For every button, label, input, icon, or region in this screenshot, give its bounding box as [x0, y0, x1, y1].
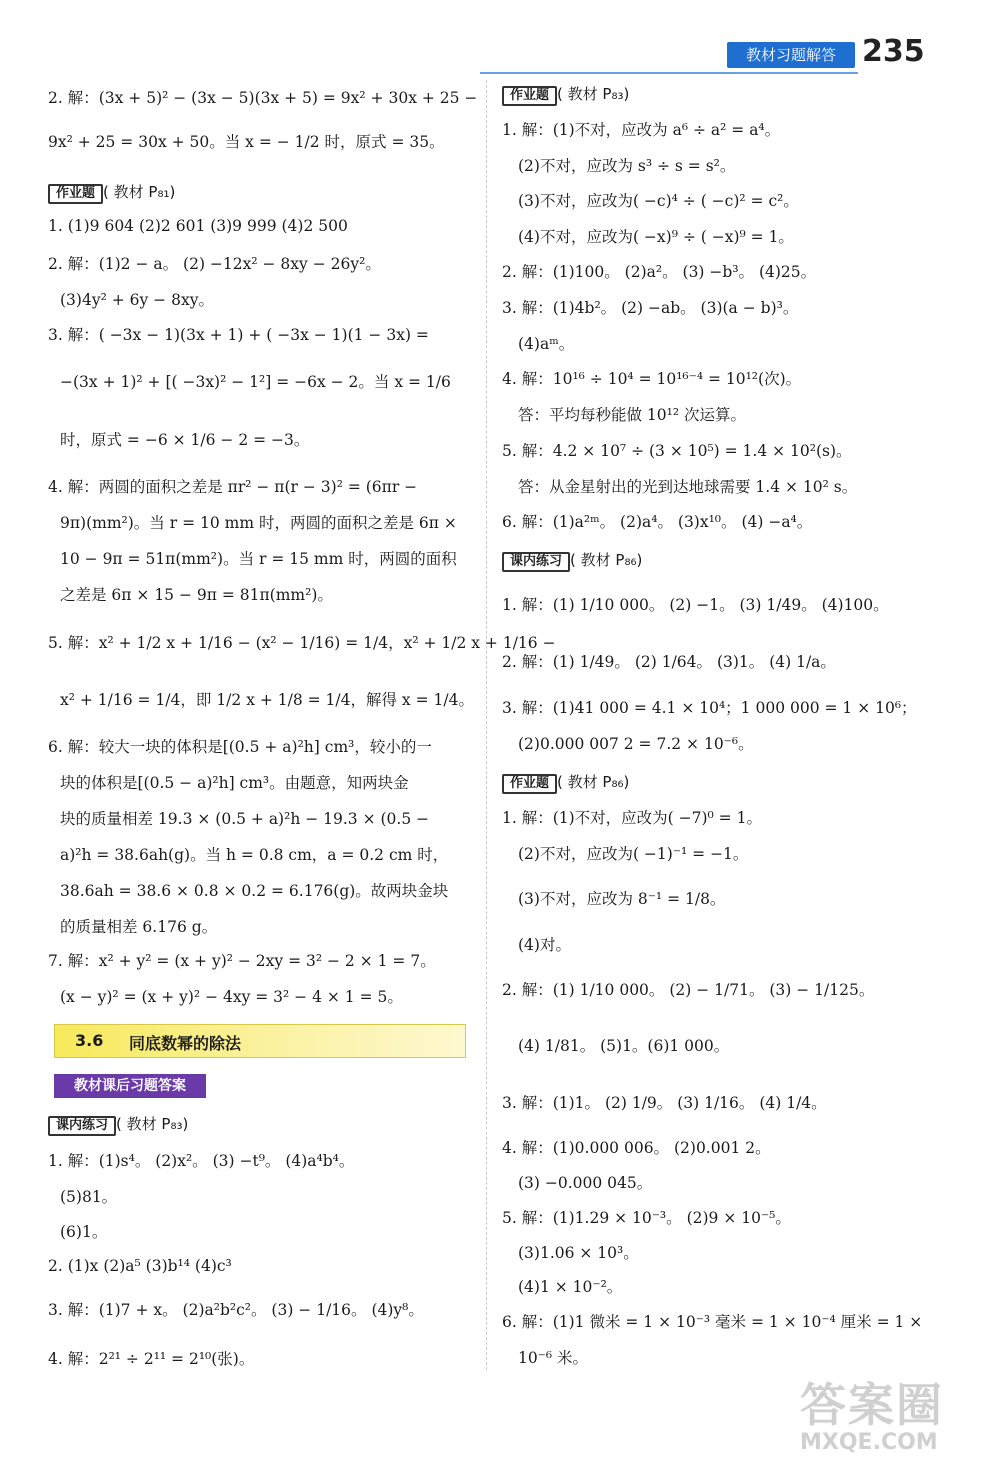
- textbook-page-ref: ( 教材 P₈₆): [570, 551, 643, 569]
- page-number: 235: [862, 34, 925, 69]
- section-number: 3.6: [75, 1031, 104, 1050]
- answer-line: 块的质量相差 19.3 × (0.5 + a)²h − 19.3 × (0.5 −: [60, 810, 430, 828]
- answer-line: a)²h = 38.6ah(g)。当 h = 0.8 cm，a = 0.2 cm 时，: [60, 846, 449, 864]
- answer-line: 10⁻⁶ 米。: [518, 1349, 589, 1367]
- column-divider: [486, 80, 488, 1370]
- answer-line: (2)不对，应改为( −1)⁻¹ = −1。: [518, 845, 749, 863]
- answer-line: (3)不对，应改为( −c)⁴ ÷ ( −c)² = c²。: [518, 192, 799, 210]
- answer-line: 3. 解：(1)1。 (2) 1/9。 (3) 1/16。 (4) 1/4。: [502, 1094, 827, 1112]
- section-title: 同底数幂的除法: [129, 1034, 242, 1053]
- answer-line: 4. 解：10¹⁶ ÷ 10⁴ = 10¹⁶⁻⁴ = 10¹²(次)。: [502, 370, 802, 388]
- answer-line: (4)不对，应改为( −x)⁹ ÷ ( −x)⁹ = 1。: [518, 228, 794, 246]
- watermark: [800, 1380, 990, 1460]
- answer-line: (4) 1/81。 (5)1。(6)1 000。: [518, 1037, 730, 1055]
- answer-line: (4)对。: [518, 936, 571, 954]
- answer-line: 9x² + 25 = 30x + 50。当 x = − 1/2 时，原式 = 35。: [48, 133, 445, 151]
- answer-line: 3. 解：(1)7 + x。 (2)a²b²c²。 (3) − 1/16。 (4)y⁸。: [48, 1301, 424, 1319]
- header-rule: [480, 72, 858, 74]
- answer-line: 5. 解：4.2 × 10⁷ ÷ (3 × 10⁵) = 1.4 × 10²(s)。: [502, 442, 852, 460]
- answer-line: 6. 解：(1)1 微米 = 1 × 10⁻³ 毫米 = 1 × 10⁻⁴ 厘米 = 1 ×: [502, 1313, 923, 1331]
- answer-line: 4. 解：(1)0.000 006。 (2)0.001 2。: [502, 1139, 771, 1157]
- answer-line: (x − y)² = (x + y)² − 4xy = 3² − 4 × 1 = 5。: [60, 988, 403, 1006]
- answer-line: (4)1 × 10⁻²。: [518, 1278, 623, 1296]
- exercise-type-tag: 作业题: [502, 774, 557, 794]
- exercise-heading: [502, 84, 629, 106]
- header-section-tag: 教材习题解答: [727, 42, 855, 68]
- answer-line: 答：平均每秒能做 10¹² 次运算。: [518, 406, 747, 424]
- exercise-heading: [502, 550, 642, 572]
- textbook-page-ref: ( 教材 P₈₁): [103, 183, 176, 201]
- answer-line: (3)4y² + 6y − 8xy。: [60, 291, 214, 309]
- answer-line: 2. 解：(3x + 5)² − (3x − 5)(3x + 5) = 9x² + 30x + 25 −: [48, 89, 478, 107]
- answer-line: 6. 解：较大一块的体积是[(0.5 + a)²h] cm³，较小的一: [48, 738, 432, 756]
- exercise-type-tag: 课内练习: [502, 552, 570, 572]
- exercise-type-tag: 课内练习: [48, 1116, 116, 1136]
- exercise-heading: [502, 772, 629, 794]
- answer-line: (3) −0.000 045。: [518, 1174, 653, 1192]
- answer-line: 5. 解：x² + 1/2 x + 1/16 − (x² − 1/16) = 1/4，x² + 1/2 x + 1/16 −: [48, 634, 556, 652]
- answer-line: −(3x + 1)² + [( −3x)² − 1²] = −6x − 2。当 x = 1/6: [60, 373, 451, 391]
- answer-line: 1. (1)9 604 (2)2 601 (3)9 999 (4)2 500: [48, 217, 348, 235]
- answer-line: 的质量相差 6.176 g。: [60, 918, 218, 936]
- textbook-page-ref: ( 教材 P₈₃): [557, 85, 630, 103]
- answer-line: 1. 解：(1)不对，应改为( −7)⁰ = 1。: [502, 809, 762, 827]
- answer-line: 10 − 9π = 51π(mm²)。当 r = 15 mm 时，两圆的面积: [60, 550, 457, 568]
- answer-line: 9π)(mm²)。当 r = 10 mm 时，两圆的面积之差是 6π ×: [60, 514, 457, 532]
- answer-line: (3)1.06 × 10³。: [518, 1244, 639, 1262]
- answer-line: 7. 解：x² + y² = (x + y)² − 2xy = 3² − 2 × 1 = 7。: [48, 952, 436, 970]
- answer-line: 1. 解：(1)不对，应改为 a⁶ ÷ a² = a⁴。: [502, 121, 781, 139]
- answer-line: (4)aᵐ。: [518, 335, 575, 353]
- answer-line: (3)不对，应改为 8⁻¹ = 1/8。: [518, 890, 726, 908]
- answer-line: 3. 解：(1)4b²。 (2) −ab。 (3)(a − b)³。: [502, 299, 799, 317]
- answer-line: (2)0.000 007 2 = 7.2 × 10⁻⁶。: [518, 735, 754, 753]
- answer-line: 答：从金星射出的光到达地球需要 1.4 × 10² s。: [518, 478, 858, 496]
- exercise-type-tag: 作业题: [502, 86, 557, 106]
- watermark-url: MXQE.COM: [800, 1430, 938, 1455]
- answer-line: 4. 解：2²¹ ÷ 2¹¹ = 2¹⁰(张)。: [48, 1350, 255, 1368]
- answer-line: 1. 解：(1)s⁴。 (2)x²。 (3) −t⁹。 (4)a⁴b⁴。: [48, 1152, 355, 1170]
- textbook-page-ref: ( 教材 P₈₆): [557, 773, 630, 791]
- answer-line: 块的体积是[(0.5 − a)²h] cm³。由题意，知两块金: [60, 774, 409, 792]
- answer-line: 2. 解：(1)100。 (2)a²。 (3) −b³。 (4)25。: [502, 263, 817, 281]
- answer-line: (6)1。: [60, 1223, 108, 1241]
- answer-line: x² + 1/16 = 1/4，即 1/2 x + 1/8 = 1/4，解得 x = 1/4。: [60, 691, 474, 709]
- section-banner: [54, 1024, 466, 1058]
- answer-line: 3. 解：(1)41 000 = 4.1 × 10⁴；1 000 000 = 1 × 10⁶；: [502, 699, 917, 717]
- answer-line: (5)81。: [60, 1188, 118, 1206]
- answer-line: 2. 解：(1) 1/10 000。 (2) − 1/71。 (3) − 1/125。: [502, 981, 875, 999]
- answer-line: 2. 解：(1)2 − a。 (2) −12x² − 8xy − 26y²。: [48, 255, 381, 273]
- answer-line: 6. 解：(1)a²ᵐ。 (2)a⁴。 (3)x¹⁰。 (4) −a⁴。: [502, 513, 813, 531]
- exercise-type-tag: 作业题: [48, 184, 103, 204]
- answer-line: (2)不对，应改为 s³ ÷ s = s²。: [518, 157, 736, 175]
- answer-line: 4. 解：两圆的面积之差是 πr² − π(r − 3)² = (6πr −: [48, 478, 418, 496]
- exercise-heading: [48, 182, 175, 204]
- answers-subtitle: 教材课后习题答案: [54, 1074, 206, 1098]
- watermark-logo: 答案圈: [800, 1378, 944, 1432]
- answer-line: 1. 解：(1) 1/10 000。 (2) −1。 (3) 1/49。 (4)100。: [502, 596, 889, 614]
- answer-line: 5. 解：(1)1.29 × 10⁻³。 (2)9 × 10⁻⁵。: [502, 1209, 791, 1227]
- textbook-page-ref: ( 教材 P₈₃): [116, 1115, 189, 1133]
- exercise-heading: [48, 1114, 188, 1136]
- answer-line: 之差是 6π × 15 − 9π = 81π(mm²)。: [60, 586, 333, 604]
- answer-line: 2. (1)x (2)a⁵ (3)b¹⁴ (4)c³: [48, 1257, 232, 1275]
- answer-line: 2. 解：(1) 1/49。 (2) 1/64。 (3)1。 (4) 1/a。: [502, 653, 836, 671]
- answer-line: 3. 解：( −3x − 1)(3x + 1) + ( −3x − 1)(1 − 3x) =: [48, 326, 429, 344]
- answer-line: 时，原式 = −6 × 1/6 − 2 = −3。: [60, 431, 310, 449]
- answer-line: 38.6ah = 38.6 × 0.8 × 0.2 = 6.176(g)。故两块金块: [60, 882, 449, 900]
